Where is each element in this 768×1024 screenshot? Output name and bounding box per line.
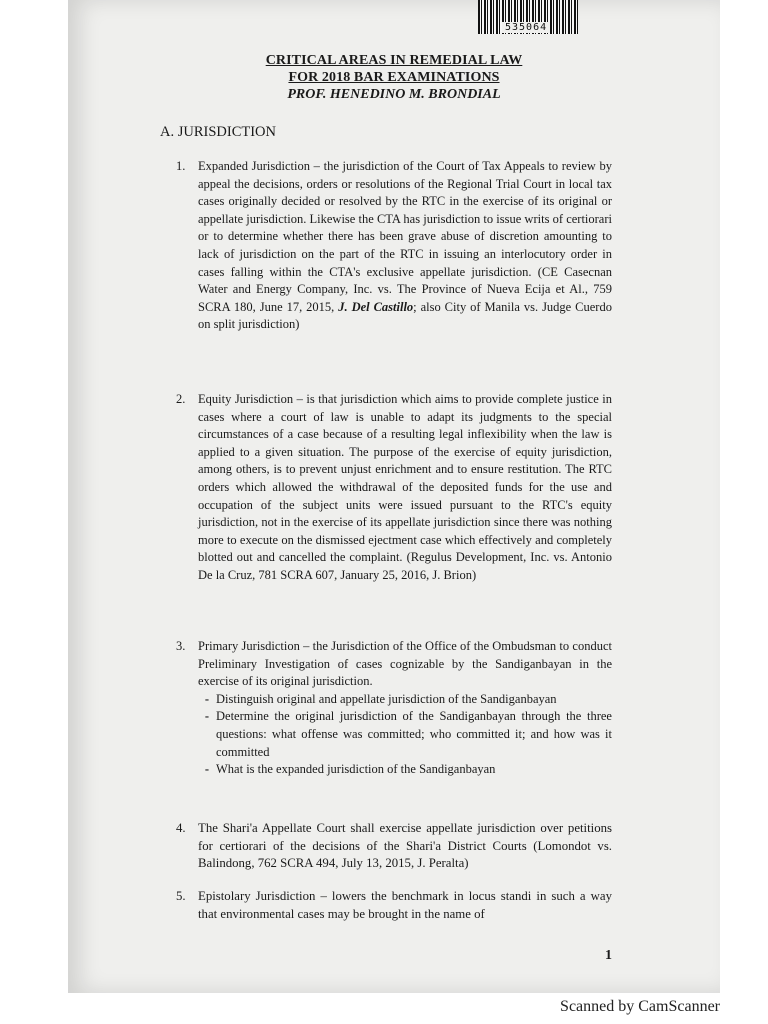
item-text-main: Expanded Jurisdiction – the jurisdiction of the Court of Tax Appeals to review by appeal the decisions, orders or resolutions of the Regional Trial Court in local tax cases originally decided or resolved by the RTC in the exercise of its original or appellate jurisdiction. Likewise the CTA has jurisdiction to issue writs of certiorari or to determine whether there has been grave abuse of discretion amounting to lack of jurisdiction on the part of the RTC in issuing an interlocutory order in cases falling within the CTA's exclusive appellate jurisdiction. (CE Casecnan Water and Energy Company, Inc. vs. The Province of Nueva Ecija et Al., 759 SCRA 180, June 17, 2015, (198, 159, 612, 314)
item-number: 4. (176, 821, 186, 835)
scanned-page (68, 0, 720, 993)
item-text: Primary Jurisdiction – the Jurisdiction of the Office of the Ombudsman to conduct Preliminary Investigation of cases cognizable by the Sandiganbayan in the exercise of its original jurisdiction. (198, 639, 612, 689)
list-item (176, 888, 612, 923)
bullet-mark: - (204, 709, 210, 724)
bullet-list (198, 691, 612, 779)
item-text: Epistolary Jurisdiction – lowers the benchmark in locus standi in such a way that environmental cases may be brought in the name of (198, 889, 612, 921)
document-header (68, 52, 720, 103)
author: PROF. HENEDINO M. BRONDIAL (287, 87, 501, 102)
bullet-item (198, 708, 612, 761)
bullet-text: Distinguish original and appellate jurisdiction of the Sandiganbayan (216, 691, 557, 706)
page-number: 1 (605, 948, 612, 963)
item-text-after: ; also City of Manila vs. Judge Cuerdo on split jurisdiction) (198, 299, 612, 332)
item-text (198, 158, 612, 334)
title-line-2: FOR 2018 BAR EXAMINATIONS (288, 70, 500, 85)
item-body (198, 638, 612, 779)
title-line-1: CRITICAL AREAS IN REMEDIAL LAW (265, 53, 523, 68)
bullet-mark: - (204, 762, 210, 777)
list-item (176, 638, 612, 779)
bullet-item (198, 761, 612, 779)
bullet-item (198, 691, 612, 709)
bullet-text: What is the expanded jurisdiction of the Sandiganbayan (216, 762, 496, 777)
bullet-text: Determine the original jurisdiction of the Sandiganbayan through the three questions: what offense was committed; who committed it; and how was it committed (216, 709, 612, 759)
item-number: 3. (176, 639, 186, 653)
item-number: 5. (176, 889, 186, 903)
item-text: Equity Jurisdiction – is that jurisdiction which aims to provide complete justice in cases where a court of law is unable to adapt its judgments to the special circumstances of a case because of a resulting legal inflexibility when the law is applied to a given situation. The purpose of the exercise of equity jurisdiction, among others, is to prevent unjust enrichment and to ensure restitution. The RTC orders which allowed the withdrawal of the deposited funds for the use and occupation of the subject units were issued pursuant to the RTC's equity jurisdiction, not in the exercise of its appellate jurisdiction since there was nothing more to execute on the dismissed ejectment case which effectively and completely blotted out and cancelled the complaint. (Regulus Development, Inc. vs. Antonio De la Cruz, 781 SCRA 607, January 25, 2016, J. Brion) (198, 392, 612, 582)
item-number: 1. (176, 159, 186, 173)
item-text: The Shari'a Appellate Court shall exercise appellate jurisdiction over petitions for certiorari of the decisions of the Shari'a District Courts (Lomondot vs. Balindong, 762 SCRA 494, July 13, 2015, J. Peralta) (198, 821, 612, 871)
barcode-number: 535064 (502, 22, 550, 33)
justice-name: J. Del Castillo (338, 299, 414, 314)
section-heading: A. JURISDICTION (160, 124, 276, 140)
list-item (176, 158, 612, 334)
list-item (176, 820, 612, 873)
list-item (176, 391, 612, 585)
bullet-mark: - (204, 691, 210, 706)
item-number: 2. (176, 392, 186, 406)
camscanner-watermark: Scanned by CamScanner (560, 998, 720, 1015)
